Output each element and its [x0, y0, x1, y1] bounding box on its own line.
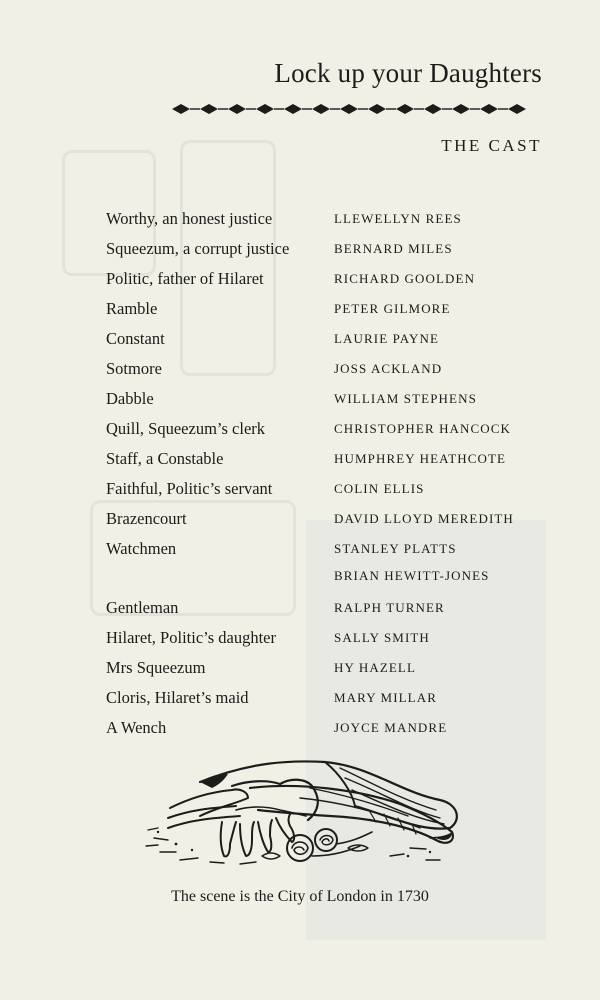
cast-actors	[334, 354, 576, 384]
cast-role: Cloris, Hilaret’s maid	[106, 688, 249, 707]
cast-role: Faithful, Politic’s servant	[106, 479, 273, 498]
cast-role: Constant	[106, 329, 165, 348]
cast-role: Gentleman	[106, 598, 179, 617]
cast-actors	[334, 713, 576, 743]
cast-row	[106, 504, 576, 534]
cast-row	[106, 683, 576, 713]
cast-row	[106, 593, 576, 623]
cast-actor-name: HUMPHREY HEATHCOTE	[334, 451, 507, 466]
cast-actors	[334, 474, 576, 504]
cast-row	[106, 623, 576, 653]
cast-role: Dabble	[106, 389, 154, 408]
cast-row	[106, 354, 576, 384]
cast-role: Watchmen	[106, 539, 177, 558]
cast-role: Quill, Squeezum’s clerk	[106, 419, 266, 438]
cast-actors	[334, 384, 576, 414]
cast-row	[106, 474, 576, 504]
cast-row	[106, 653, 576, 683]
cast-actor-name: DAVID LLOYD MEREDITH	[334, 511, 514, 526]
cast-actors	[334, 623, 576, 653]
cast-row	[106, 234, 576, 264]
cast-role: Ramble	[106, 299, 158, 318]
cast-actors	[334, 204, 576, 234]
cast-actor-name: STANLEY PLATTS	[334, 541, 457, 556]
cast-actor-name: WILLIAM STEPHENS	[334, 391, 477, 406]
cast-role: Squeezum, a corrupt justice	[106, 239, 290, 258]
cast-actor-name: JOSS ACKLAND	[334, 361, 443, 376]
cast-actor-name: MARY MILLAR	[334, 690, 437, 705]
cast-actor-name: RALPH TURNER	[334, 600, 445, 615]
cast-role: Sotmore	[106, 359, 162, 378]
scene-note: The scene is the City of London in 1730	[171, 888, 429, 905]
cast-role: Hilaret, Politic’s daughter	[106, 628, 277, 647]
cast-row	[106, 204, 576, 234]
cast-actors	[334, 264, 576, 294]
cast-actors	[334, 683, 576, 713]
cast-actor-name: RICHARD GOOLDEN	[334, 271, 476, 286]
cast-actor-name: PETER GILMORE	[334, 301, 451, 316]
cast-actor-name: CHRISTOPHER HANCOCK	[334, 421, 512, 436]
cast-actors	[334, 444, 576, 474]
cast-row	[106, 444, 576, 474]
page-title: Lock up your Daughters	[274, 58, 542, 88]
cast-actors	[334, 593, 576, 623]
cast-row	[106, 264, 576, 294]
cast-actors	[334, 234, 576, 264]
cast-role: Politic, father of Hilaret	[106, 269, 264, 288]
cast-actor-name: HY HAZELL	[334, 660, 416, 675]
cast-list	[106, 204, 576, 743]
cast-actors	[334, 294, 576, 324]
cast-actors	[334, 504, 576, 534]
cast-row	[106, 534, 576, 593]
cast-actor-name: JOYCE MANDRE	[334, 720, 448, 735]
cast-actor-name: LLEWELLYN REES	[334, 211, 462, 226]
diamond-rule-ornament	[172, 102, 544, 116]
cast-actor-name: SALLY SMITH	[334, 630, 430, 645]
cast-actors	[334, 653, 576, 683]
cast-actors	[334, 414, 576, 444]
cast-actors	[334, 534, 576, 593]
cast-role: A Wench	[106, 718, 167, 737]
cast-actor-name: LAURIE PAYNE	[334, 331, 440, 346]
cast-role: Worthy, an honest justice	[106, 209, 273, 228]
cast-row	[106, 713, 576, 743]
cast-row	[106, 294, 576, 324]
cast-actors	[334, 324, 576, 354]
cast-row	[106, 414, 576, 444]
gloves-and-roses-icon	[140, 752, 470, 874]
cast-heading: THE CAST	[441, 136, 542, 155]
cast-row	[106, 324, 576, 354]
cast-actor-name: BRIAN HEWITT-JONES	[334, 568, 490, 583]
cast-actor-name: BERNARD MILES	[334, 241, 453, 256]
cast-role: Staff, a Constable	[106, 449, 224, 468]
cast-role: Brazencourt	[106, 509, 187, 528]
cast-role: Mrs Squeezum	[106, 658, 206, 677]
cast-row	[106, 384, 576, 414]
cast-actor-name: COLIN ELLIS	[334, 481, 425, 496]
